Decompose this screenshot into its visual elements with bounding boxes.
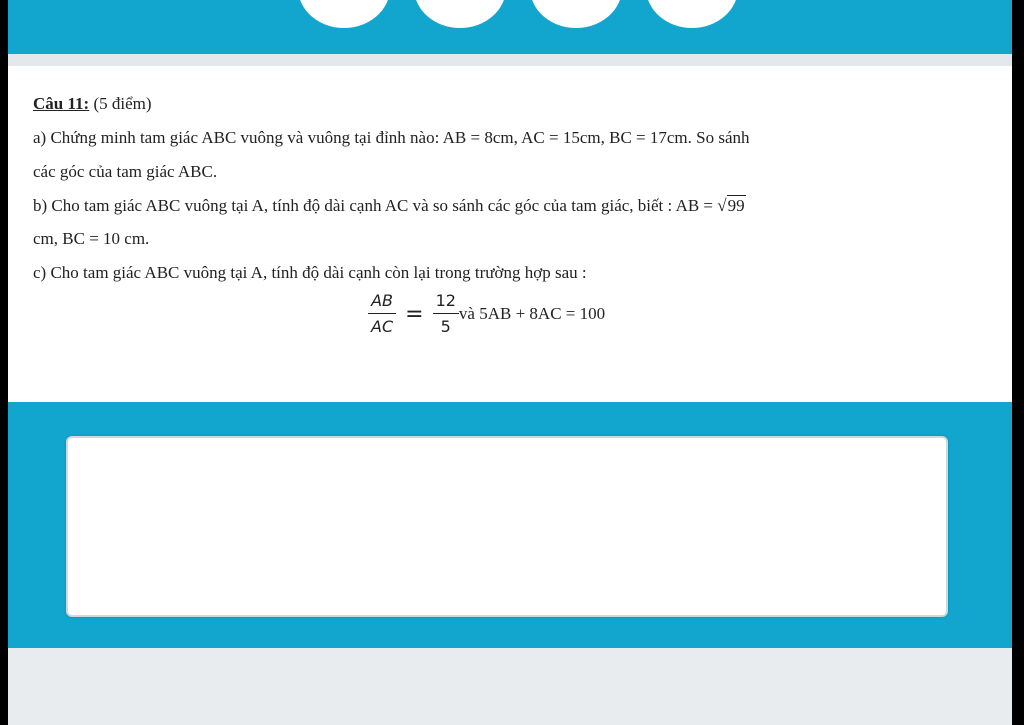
screen xyxy=(8,0,1012,725)
answer-input-box[interactable] xyxy=(66,436,948,617)
bottom-area xyxy=(8,648,1012,725)
fraction-12-5 xyxy=(433,290,459,338)
sqrt-expression: √99 xyxy=(717,196,745,215)
tab-circle-4[interactable] xyxy=(646,0,738,28)
question-title xyxy=(33,94,152,114)
tab-circle-2[interactable] xyxy=(414,0,506,28)
top-banner xyxy=(8,0,1012,54)
sqrt-radicand: 99 xyxy=(727,196,745,215)
equals-sign: = xyxy=(405,301,424,327)
fraction-denominator: AC xyxy=(371,317,394,336)
equation-tail: và 5AB + 8AC = 100 xyxy=(458,304,606,323)
part-a-line-2: các góc của tam giác ABC. xyxy=(33,162,218,181)
part-b-line-1 xyxy=(33,196,746,216)
part-a-line-1: a) Chứng minh tam giác ABC vuông và vuông tại đỉnh nào: AB = 8cm, AC = 15cm, BC = 17cm. So sánh xyxy=(33,128,750,147)
tab-circle-3[interactable] xyxy=(530,0,622,28)
part-b-text: b) Cho tam giác ABC vuông tại A, tính độ dài cạnh AC và so sánh các góc của tam giác, biết : AB = xyxy=(33,196,718,215)
answer-panel xyxy=(8,402,1012,648)
divider-strip xyxy=(8,54,1012,66)
fraction-denominator: 5 xyxy=(440,317,451,336)
part-c-line: c) Cho tam giác ABC vuông tại A, tính độ dài cạnh còn lại trong trường hợp sau : xyxy=(33,263,587,282)
equation-line xyxy=(368,284,605,344)
fraction-ab-ac xyxy=(368,290,396,338)
fraction-numerator: 12 xyxy=(433,290,459,314)
question-points: (5 điểm) xyxy=(89,94,152,113)
part-b-line-2: cm, BC = 10 cm. xyxy=(33,229,150,248)
tab-circle-1[interactable] xyxy=(298,0,390,28)
fraction-numerator: AB xyxy=(368,290,396,314)
question-number: Câu 11: xyxy=(33,94,90,113)
question-card xyxy=(8,66,1012,402)
